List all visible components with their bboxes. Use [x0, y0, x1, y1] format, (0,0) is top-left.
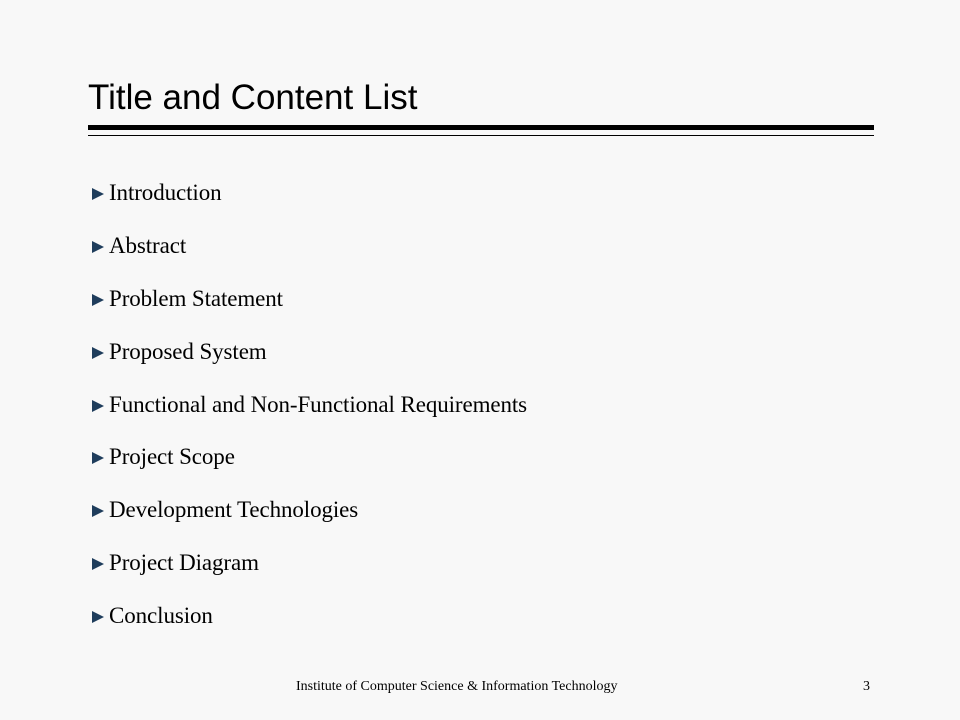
list-item-label: Abstract — [109, 233, 187, 259]
list-item — [91, 325, 527, 378]
triangle-bullet-icon — [91, 293, 109, 309]
list-item-label: Introduction — [109, 180, 222, 206]
list-item — [91, 273, 527, 326]
slide-footer: Institute of Computer Science & Information Technology — [296, 679, 618, 694]
list-item-label: Proposed System — [109, 338, 267, 364]
list-item-label: Functional and Non-Functional Requirements — [109, 391, 528, 417]
list-item — [91, 484, 527, 537]
list-item-label: Conclusion — [109, 602, 213, 628]
triangle-bullet-icon — [91, 346, 109, 362]
list-item — [91, 378, 527, 431]
triangle-bullet-icon — [91, 451, 109, 467]
list-item — [91, 589, 527, 642]
triangle-bullet-icon — [91, 557, 109, 573]
list-item — [91, 431, 527, 484]
title-underline-thick — [88, 125, 874, 130]
triangle-bullet-icon — [91, 240, 109, 256]
triangle-bullet-icon — [91, 187, 109, 203]
triangle-bullet-icon — [91, 610, 109, 626]
slide-number: 3 — [863, 679, 870, 694]
content-list — [91, 167, 527, 642]
triangle-bullet-icon — [91, 399, 109, 415]
title-underline-thin — [88, 135, 874, 136]
list-item-label: Project Diagram — [109, 549, 259, 575]
list-item — [91, 537, 527, 590]
list-item-label: Development Technologies — [109, 497, 359, 523]
list-item-label: Problem Statement — [109, 285, 283, 311]
list-item-label: Project Scope — [109, 444, 235, 470]
slide-title: Title and Content List — [88, 78, 418, 117]
triangle-bullet-icon — [91, 504, 109, 520]
list-item — [91, 220, 527, 273]
list-item — [91, 167, 527, 220]
